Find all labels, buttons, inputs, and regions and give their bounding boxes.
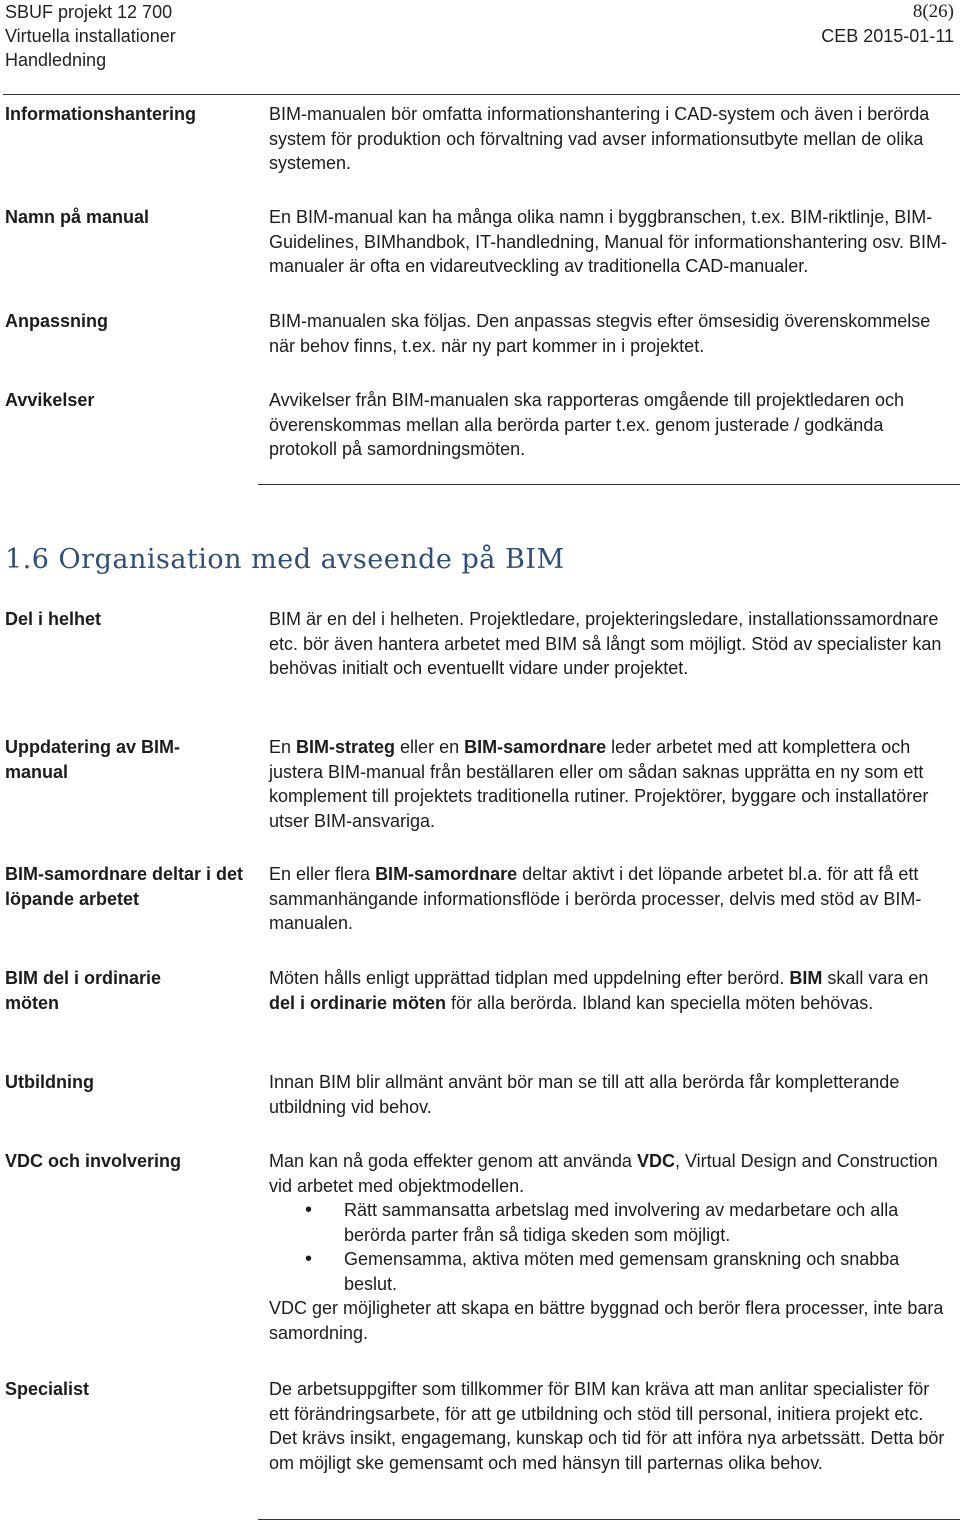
- label-avvikelser: Avvikelser: [5, 390, 95, 410]
- section-heading: 1.6 Organisation med avseende på BIM: [5, 544, 565, 575]
- text-informationshantering: BIM-manualen bör omfatta informationshantering i CAD-system och även i berörda system för produktion och förvaltning vad avser informationsutbyte mellan de olika systemen.: [269, 104, 930, 173]
- text-del-i-helhet: BIM är en del i helheten. Projektledare, projekteringsledare, installationssamordnare etc. bör även hantera arbetet med BIM så långt som möjligt. Stöd av specialister kan behövas initialt och eventuellt vidare under projektet.: [269, 609, 942, 678]
- label-anpassning: Anpassning: [5, 311, 109, 331]
- text-avvikelser: Avvikelser från BIM-manualen ska rapporteras omgående till projektledaren och överenskommas mellan alla berörda parter t.ex. genom justerade / godkända protokoll på samordningsmöten.: [269, 390, 904, 459]
- list-item: • Rätt sammansatta arbetslag med involvering av medarbetare och alla berörda parter från så tidiga skeden som möjligt.: [305, 1199, 899, 1245]
- page-header-right: [821, 0, 954, 48]
- text-specialist: De arbetsuppgifter som tillkommer för BIM kan kräva att man anlitar specialister för ett förändringsarbete, för att ge utbildning och stöd till personal, initiera projekt etc. Det krävs insikt, engagemang, kunskap och tid för att införa nya arbetssätt. Detta bör om möjligt ske gemensamt och med hänsyn till parternas olika behov.: [269, 1379, 945, 1473]
- label-specialist: Specialist: [5, 1379, 90, 1399]
- text-vdc: [269, 1149, 954, 1345]
- vdc-conclusion: VDC ger möjligheter att skapa en bättre byggnad och berör flera processer, inte bara samordning.: [269, 1298, 944, 1343]
- label-samordnare: BIM-samordnare deltar i det löpande arbetet: [5, 864, 244, 909]
- label-informationshantering: Informationshantering: [5, 104, 197, 124]
- label-del-i-helhet: Del i helhet: [5, 609, 102, 629]
- document-subtitle: Virtuella installationer: [5, 26, 176, 46]
- text-moten: Möten hålls enligt upprättad tidplan med uppdelning efter berörd. BIM skall vara en del i ordinarie möten för alla berörda. Ibland kan speciella möten behövas.: [269, 968, 929, 1013]
- text-utbildning: Innan BIM blir allmänt använt bör man se till att alla berörda får kompletterande utbildning vid behov.: [269, 1072, 900, 1117]
- label-uppdatering: Uppdatering av BIM-manual: [5, 737, 181, 782]
- page-number: 8(26): [912, 1, 954, 22]
- label-moten: BIM del i ordinarie möten: [5, 968, 162, 1013]
- list-item: • Gemensamma, aktiva möten med gemensam granskning och snabba beslut.: [305, 1248, 900, 1294]
- text-namn-pa-manual: En BIM-manual kan ha många olika namn i byggbranschen, t.ex. BIM-riktlinje, BIM-Guidelines, BIMhandbok, IT-handledning, Manual för informationshantering osv. BIM-manualer är ofta en vidareutveckling av traditionella CAD-manualer.: [269, 207, 948, 276]
- vdc-bullet-list: [269, 1198, 954, 1296]
- text-samordnare: En eller flera BIM-samordnare deltar aktivt i det löpande arbetet bl.a. för att få ett sammanhängande informationsflöde i berörda processer, delvis med stöd av BIM-manualen.: [269, 864, 922, 933]
- text-uppdatering: En BIM-strateg eller en BIM-samordnare leder arbetet med att komplettera och justera BIM-manual från beställaren eller om sådan saknas upprätta en ny som ett komplement till projektets traditionella rutiner. Projektörer, byggare och installatörer utser BIM-ansvariga.: [269, 737, 929, 831]
- page-header-left: [5, 0, 176, 72]
- bullet-icon: •: [305, 1199, 313, 1221]
- table-bottom-rule: [258, 484, 960, 485]
- document-id: CEB 2015-01-11: [821, 26, 954, 46]
- project-name: SBUF projekt 12 700: [5, 2, 173, 22]
- label-utbildning: Utbildning: [5, 1072, 94, 1092]
- label-vdc: VDC och involvering: [5, 1151, 182, 1171]
- bottom-rule: [258, 1519, 960, 1520]
- document-type: Handledning: [5, 50, 107, 70]
- text-anpassning: BIM-manualen ska följas. Den anpassas stegvis efter ömsesidig överenskommelse när behov finns, t.ex. när ny part kommer in i projektet.: [269, 311, 931, 356]
- header-rule: [3, 94, 960, 95]
- vdc-intro: Man kan nå goda effekter genom att använda VDC, Virtual Design and Construction vid arbetet med objektmodellen.: [269, 1151, 938, 1196]
- label-namn-pa-manual: Namn på manual: [5, 207, 150, 227]
- bullet-icon: •: [305, 1248, 313, 1270]
